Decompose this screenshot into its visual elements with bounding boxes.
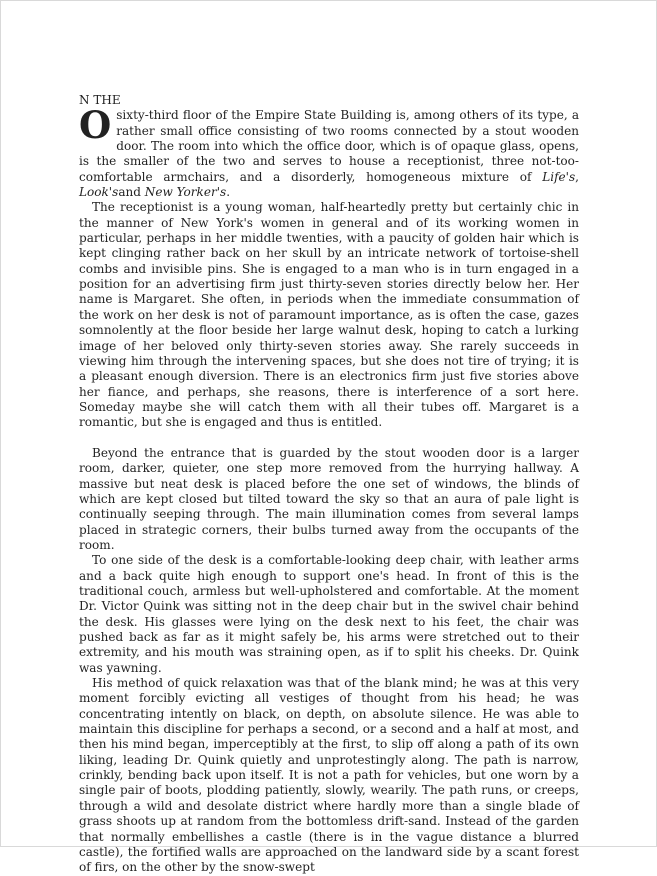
- magazine-title-look: Look's: [79, 185, 119, 200]
- paragraph-2: The receptionist is a young woman, half-heartedly pretty but certainly chic in the manner of New York's women in general and of its working women in particular, perhaps in her middle twenties, with a paucity of golden hair which is kept clinging rather back on her skull by an intricate network of tortoise-shell combs and invisible pins. She is engaged to a man who is in turn engaged in a position for an advertising firm just thirty-seven stories directly below her. Her name is Margaret. She often, in periods when the immediate consummation of the work on her desk is not of paramount importance, as is often the case, gazes somnolently at the floor beside her large walnut desk, hoping to catch a lurking image of her beloved only thirty-seven stories away. She rarely succeeds in viewing him through the intervening spaces, but she does not tire of trying; it is a pleasant enough diversion. There is an electronics firm just five stories above her fiance, and perhaps, she reasons, there is interference of a sort here. Someday maybe she will catch them with all their tubes off. Margaret is a romantic, but she is engaged and thus is entitled.: [79, 200, 579, 430]
- opening-heading: N THE: [79, 93, 121, 107]
- paragraph-5: His method of quick relaxation was that of the blank mind; he was at this very moment forcibly evicting all vestiges of thought from his head; he was concentrating intently on black, on depth, on absolute silence. He was able to maintain this discipline for perhaps a second, or a second and a half at most, and then his mind began, imperceptibly at the first, to slip off along a path of its own liking, leading Dr. Quink quietly and unprotestingly along. The path is narrow, crinkly, bending back upon itself. It is not a path for vehicles, but one worn by a single pair of boots, plodding patiently, slowly, wearily. The path runs, or creeps, through a wild and desolate district where hardly more than a single blade of grass shoots up at random from the bottomless drift-sand. Instead of the garden that normally embellishes a castle (there is in the vague distance a blurred castle), the fortified walls are approached on the landward side by a scant forest of firs, on the other by the snow-swept: [79, 676, 579, 875]
- conjunction-and: and: [118, 185, 145, 200]
- separator-comma: ,: [575, 169, 579, 184]
- paragraph-3: Beyond the entrance that is guarded by the stout wooden door is a larger room, darker, quieter, one step more removed from the hurrying hallway. A massive but neat desk is placed before the one set of windows, the blinds of which are kept closed but tilted toward the sky so that an aura of pale light is continually seeping through. The main illumination comes from several lamps placed in strategic corners, their bulbs turned away from the occupants of the room.: [79, 445, 579, 552]
- paragraph-1-end: .: [226, 185, 231, 200]
- paragraph-4: To one side of the desk is a comfortable-looking deep chair, with leather arms and a back quite high enough to support one's head. In front of this is the traditional couch, armless but well-upholstered and comfortable. At the moment Dr. Victor Quink was sitting not in the deep chair but in the swivel chair behind the desk. His glasses were lying on the desk next to his feet, the chair was pushed back as far as it might safely be, his arms were stretched out to their extremity, and his mouth was straining open, as if to split his cheeks. Dr. Quink was yawning.: [79, 553, 579, 675]
- magazine-title-life: Life's: [542, 169, 576, 184]
- paragraph-1-text: sixty-third floor of the Empire State Building is, among others of its type, a rather small office consisting of two rooms connected by a stout wooden door. The room into which the office door, which is of opaque glass, opens, is the smaller of the two and serves to house a receptionist, three not-too-comfortable armchairs, and a disorderly, homogeneous mixture of: [79, 108, 579, 184]
- section-break: [79, 431, 579, 446]
- paragraph-1: [79, 103, 579, 200]
- body-text: [79, 93, 579, 876]
- magazine-title-new-yorker: New Yorker's: [144, 185, 227, 200]
- drop-cap-letter: O: [79, 103, 112, 148]
